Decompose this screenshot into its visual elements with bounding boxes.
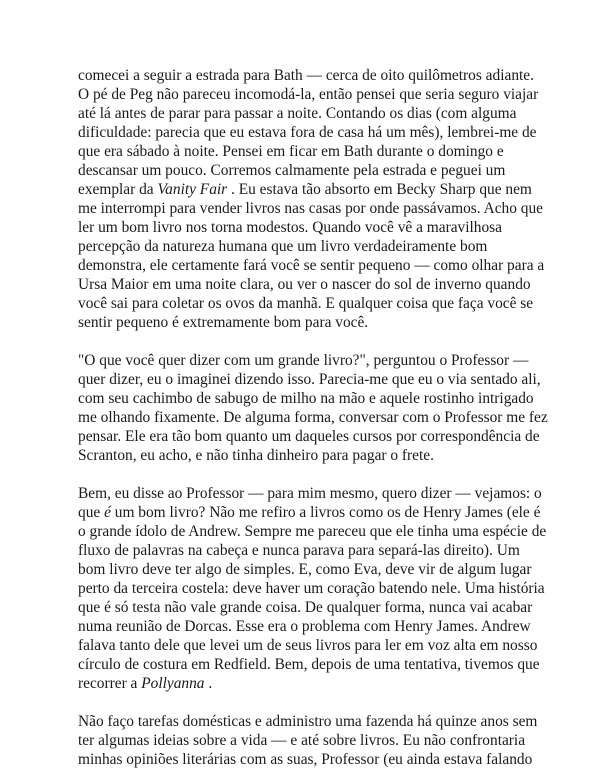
text-line	[78, 351, 540, 370]
text-line	[78, 522, 547, 541]
text-segment: que	[78, 504, 105, 521]
text-segment: falava tanto dele que levei um de seus livros para ler em voz alta em nosso	[78, 637, 538, 654]
text-segment: bom livro deve ter algo de simples. E, como Eva, deve vir de algum lugar	[78, 561, 532, 578]
text-line	[78, 180, 540, 199]
italic-title: Pollyanna	[141, 675, 205, 692]
text-segment: com seu cachimbo de sabugo de milho na mão e aquele rostinho intrigado	[78, 390, 534, 407]
text-segment: quer dizer, eu o imaginei dizendo isso. Parecia-me que eu o via sentado ali,	[78, 371, 541, 388]
text-line	[78, 598, 540, 617]
text-line	[78, 161, 540, 180]
text-segment: fluxo de palavras na cabeça e nunca parava para separá-las direito). Um	[78, 542, 520, 559]
text-line	[78, 123, 540, 142]
italic-title: Vanity Fair	[157, 181, 228, 198]
italic-title: é	[104, 504, 111, 521]
text-line	[78, 750, 540, 769]
document-page	[78, 66, 548, 769]
text-line	[78, 484, 540, 503]
text-line	[78, 503, 540, 522]
text-segment: Não faço tarefas domésticas e administro uma fazenda há quinze anos sem	[78, 713, 538, 730]
text-segment: dificuldade: parecia que eu estava fora de casa há um mês), lembrei-me de	[78, 124, 537, 141]
text-line	[78, 446, 540, 465]
text-segment: até lá antes de parar para passar a noite. Contando os dias (com alguma	[78, 105, 517, 122]
text-line	[78, 674, 540, 693]
text-line	[78, 237, 540, 256]
paragraph	[78, 484, 547, 693]
text-line	[78, 294, 540, 313]
paragraph	[78, 351, 548, 465]
text-line	[78, 370, 540, 389]
text-segment: minhas opiniões literárias com as suas, Professor (eu ainda estava falando	[78, 751, 533, 768]
text-line	[78, 579, 545, 598]
text-segment: me interrompi para vender livros nas casas por onde passávamos. Acho que	[78, 200, 544, 217]
text-line	[78, 541, 540, 560]
text-segment: percepção da natureza humana que um livro verdadeiramente bom	[78, 238, 488, 255]
text-line	[78, 218, 540, 237]
text-segment: recorrer a	[78, 675, 142, 692]
text-segment: círculo de costura em Redfield. Bem, depois de uma tentativa, tivemos que	[78, 656, 540, 673]
text-segment: ter algumas ideias sobre a vida — e até sobre livros. Eu não confrontaria	[78, 732, 526, 749]
text-segment: que era sábado à noite. Pensei em ficar em Bath durante o domingo e	[78, 143, 504, 160]
text-line	[78, 313, 540, 332]
text-line	[78, 636, 540, 655]
text-segment: exemplar da	[78, 181, 158, 198]
text-segment: pensar. Ele era tão bom quanto um daqueles cursos por correspondência de	[78, 428, 540, 445]
text-line	[78, 427, 540, 446]
paragraph	[78, 66, 545, 332]
text-segment: um bom livro? Não me refiro a livros como os de Henry James (ele é	[110, 504, 541, 521]
text-segment: você sai para coletar os ovos da manhã. E qualquer coisa que faça você se	[78, 295, 534, 312]
text-line	[78, 389, 540, 408]
text-segment: Bem, eu disse ao Professor — para mim mesmo, quero dizer — vejamos: o	[78, 485, 542, 502]
text-segment: comecei a seguir a estrada para Bath — cerca de oito quilômetros adiante.	[78, 67, 534, 84]
text-line	[78, 655, 540, 674]
text-line	[78, 142, 540, 161]
text-segment: sentir pequeno é extremamente bom para você.	[78, 314, 369, 331]
text-line	[78, 275, 540, 294]
text-segment: ler um bom livro nos torna modestos. Quando você vê a maravilhosa	[78, 219, 503, 236]
text-line	[78, 617, 540, 636]
text-line	[78, 256, 545, 275]
text-segment: me olhando fixamente. De alguma forma, conversar com o Professor me fez	[78, 409, 548, 426]
text-line	[78, 560, 540, 579]
text-line	[78, 199, 544, 218]
text-segment: numa reunião de Dorcas. Esse era o problema com Henry James. Andrew	[78, 618, 531, 635]
text-line	[78, 85, 540, 104]
text-segment: "O que você quer dizer com um grande livro?", perguntou o Professor —	[78, 352, 529, 369]
text-segment: perto da terceira costela: deve haver um coração batendo nele. Uma história	[78, 580, 545, 597]
text-segment: descansar um pouco. Corremos calmamente pela estrada e peguei um	[78, 162, 506, 179]
text-segment: O pé de Peg não pareceu incomodá-la, então pensei que seria seguro viajar	[78, 86, 539, 103]
text-segment: .	[204, 675, 213, 692]
text-segment: Ursa Maior em uma noite clara, ou ver o nascer do sol de inverno quando	[78, 276, 531, 293]
text-line	[78, 731, 540, 750]
text-segment: demonstra, ele certamente fará você se sentir pequeno — como olhar para a	[78, 257, 545, 274]
text-line	[78, 104, 540, 123]
text-segment: . Eu estava tão absorto em Becky Sharp que nem	[227, 181, 532, 198]
paragraph	[78, 712, 540, 769]
text-line	[78, 712, 540, 731]
text-segment: que é só testa não vale grande coisa. De qualquer forma, nunca vai acabar	[78, 599, 533, 616]
text-segment: o grande ídolo de Andrew. Sempre me pareceu que ele tinha uma espécie de	[78, 523, 547, 540]
text-line	[78, 66, 540, 85]
text-segment: Scranton, eu acho, e não tinha dinheiro para pagar o frete.	[78, 447, 434, 464]
text-line	[78, 408, 548, 427]
